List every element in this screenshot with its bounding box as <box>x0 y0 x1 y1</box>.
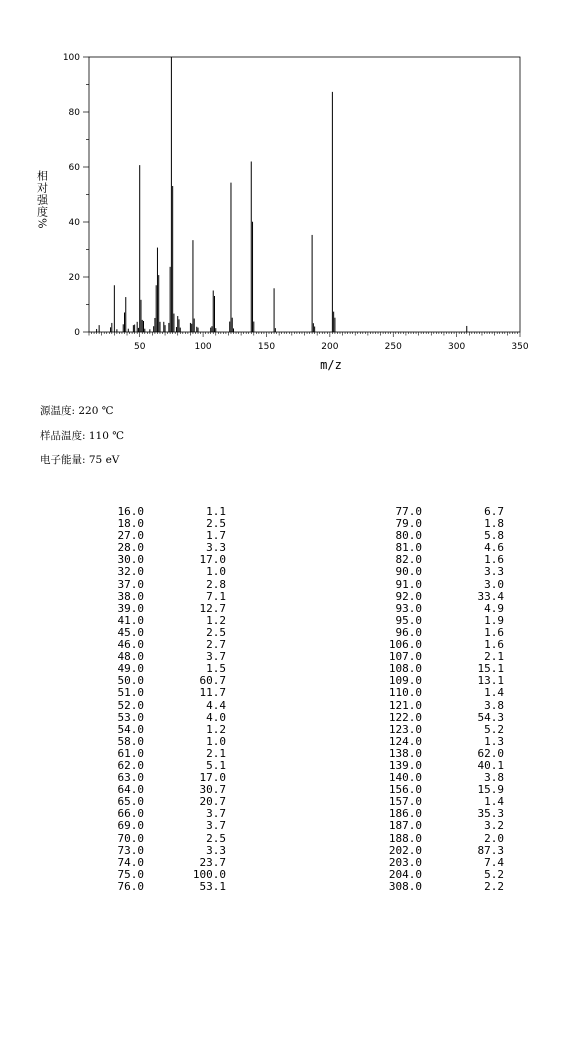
mz-cell: 122.0 <box>388 710 422 724</box>
mz-cell: 91.0 <box>395 577 422 591</box>
peak-row <box>88 700 226 712</box>
mz-cell: 123.0 <box>388 722 422 736</box>
mz-cell: 139.0 <box>388 758 422 772</box>
mz-cell: 107.0 <box>388 650 422 664</box>
abundance-cell: 20.7 <box>199 795 226 809</box>
abundance-cell: 1.6 <box>484 625 504 639</box>
abundance-cell: 53.1 <box>199 879 226 893</box>
mz-cell: 32.0 <box>117 565 144 579</box>
abundance-cell: 3.3 <box>206 541 226 555</box>
mz-cell: 64.0 <box>117 783 144 797</box>
mz-cell: 138.0 <box>388 746 422 760</box>
electron-energy: 电子能量: 75 eV <box>40 454 120 466</box>
mz-cell: 53.0 <box>117 710 144 724</box>
mz-cell: 96.0 <box>395 625 422 639</box>
mz-cell: 124.0 <box>388 734 422 748</box>
mz-cell: 74.0 <box>117 855 144 869</box>
mz-cell: 63.0 <box>117 771 144 785</box>
abundance-cell: 11.7 <box>199 686 226 700</box>
abundance-cell: 1.0 <box>206 565 226 579</box>
abundance-cell: 2.1 <box>484 650 504 664</box>
mz-cell: 62.0 <box>117 758 144 772</box>
abundance-cell: 4.9 <box>484 601 504 615</box>
peak-row <box>366 833 504 845</box>
x-tick-label: 200 <box>321 342 339 352</box>
peak-row <box>88 591 226 603</box>
mz-cell: 48.0 <box>117 650 144 664</box>
mz-cell: 41.0 <box>117 613 144 627</box>
abundance-cell: 17.0 <box>199 553 226 567</box>
mz-cell: 140.0 <box>388 771 422 785</box>
abundance-cell: 5.2 <box>484 722 504 736</box>
abundance-cell: 3.0 <box>484 577 504 591</box>
abundance-cell: 3.3 <box>206 843 226 857</box>
mz-cell: 93.0 <box>395 601 422 615</box>
mz-cell: 186.0 <box>388 807 422 821</box>
peak-row <box>366 566 504 578</box>
x-tick-label: 50 <box>133 342 146 352</box>
abundance-cell: 2.0 <box>484 831 504 845</box>
abundance-cell: 1.3 <box>484 734 504 748</box>
peak-row <box>88 820 226 832</box>
abundance-cell: 1.4 <box>484 686 504 700</box>
mz-cell: 49.0 <box>117 662 144 676</box>
mz-cell: 69.0 <box>117 819 144 833</box>
abundance-cell: 1.6 <box>484 553 504 567</box>
abundance-cell: 3.3 <box>484 565 504 579</box>
abundance-cell: 1.0 <box>206 734 226 748</box>
mz-cell: 50.0 <box>117 674 144 688</box>
abundance-cell: 2.5 <box>206 517 226 531</box>
mz-cell: 18.0 <box>117 517 144 531</box>
abundance-cell: 87.3 <box>477 843 504 857</box>
mz-cell: 188.0 <box>388 831 422 845</box>
mz-cell: 203.0 <box>388 855 422 869</box>
peak-row <box>366 845 504 857</box>
mz-cell: 73.0 <box>117 843 144 857</box>
y-tick-label: 80 <box>68 108 80 118</box>
abundance-cell: 4.6 <box>484 541 504 555</box>
abundance-cell: 60.7 <box>199 674 226 688</box>
y-tick-label: 100 <box>62 53 80 63</box>
mz-cell: 16.0 <box>117 505 144 518</box>
abundance-cell: 3.8 <box>484 698 504 712</box>
peak-row <box>88 687 226 699</box>
peak-row <box>88 881 226 893</box>
abundance-cell: 2.2 <box>484 879 504 893</box>
y-axis-ticks <box>63 53 89 338</box>
peak-table-left <box>88 506 226 893</box>
abundance-cell: 6.7 <box>484 505 504 518</box>
abundance-cell: 1.5 <box>206 662 226 676</box>
mz-cell: 82.0 <box>395 553 422 567</box>
peak-row <box>88 845 226 857</box>
abundance-cell: 3.7 <box>206 819 226 833</box>
mz-cell: 65.0 <box>117 795 144 809</box>
sample-temperature: 样品温度: 110 ℃ <box>40 430 124 442</box>
mz-cell: 37.0 <box>117 577 144 591</box>
mz-cell: 66.0 <box>117 807 144 821</box>
mz-cell: 157.0 <box>388 795 422 809</box>
abundance-cell: 3.7 <box>206 650 226 664</box>
peak-row <box>366 881 504 893</box>
peak-row <box>366 579 504 591</box>
peak-row <box>88 833 226 845</box>
abundance-cell: 15.9 <box>477 783 504 797</box>
y-tick-label: 40 <box>68 218 80 228</box>
abundance-cell: 1.9 <box>484 613 504 627</box>
mz-cell: 61.0 <box>117 746 144 760</box>
peak-row <box>88 579 226 591</box>
abundance-cell: 5.1 <box>206 758 226 772</box>
abundance-cell: 7.1 <box>206 589 226 603</box>
abundance-cell: 2.8 <box>206 577 226 591</box>
peak-row <box>366 700 504 712</box>
mz-cell: 121.0 <box>388 698 422 712</box>
abundance-cell: 54.3 <box>477 710 504 724</box>
x-tick-label: 250 <box>384 342 402 352</box>
mz-cell: 77.0 <box>395 505 422 518</box>
abundance-cell: 1.6 <box>484 638 504 652</box>
mz-cell: 187.0 <box>388 819 422 833</box>
abundance-cell: 5.2 <box>484 867 504 881</box>
bars <box>97 57 467 332</box>
abundance-cell: 1.2 <box>206 722 226 736</box>
abundance-cell: 2.5 <box>206 831 226 845</box>
mz-cell: 30.0 <box>117 553 144 567</box>
mz-cell: 39.0 <box>117 601 144 615</box>
abundance-cell: 1.1 <box>206 505 226 518</box>
abundance-cell: 13.1 <box>477 674 504 688</box>
abundance-cell: 7.4 <box>484 855 504 869</box>
abundance-cell: 1.4 <box>484 795 504 809</box>
mz-cell: 76.0 <box>117 879 144 893</box>
abundance-cell: 2.5 <box>206 625 226 639</box>
abundance-cell: 30.7 <box>199 783 226 797</box>
abundance-cell: 62.0 <box>477 746 504 760</box>
abundance-cell: 3.7 <box>206 807 226 821</box>
mz-cell: 51.0 <box>117 686 144 700</box>
peak-row <box>88 566 226 578</box>
x-axis-label: m/z <box>320 358 342 372</box>
x-tick-label: 350 <box>511 342 529 352</box>
mz-cell: 109.0 <box>388 674 422 688</box>
abundance-cell: 33.4 <box>477 589 504 603</box>
mz-cell: 28.0 <box>117 541 144 555</box>
mz-cell: 90.0 <box>395 565 422 579</box>
abundance-cell: 2.1 <box>206 746 226 760</box>
mz-cell: 58.0 <box>117 734 144 748</box>
abundance-cell: 17.0 <box>199 771 226 785</box>
mz-cell: 75.0 <box>117 867 144 881</box>
mz-cell: 92.0 <box>395 589 422 603</box>
y-axis-label: 相对强度% <box>35 170 49 230</box>
peak-row <box>366 687 504 699</box>
y-tick-label: 60 <box>68 163 80 173</box>
plot-frame <box>89 57 520 332</box>
mass-spectrum-chart <box>0 0 570 380</box>
peak-row <box>366 820 504 832</box>
x-tick-label: 300 <box>448 342 466 352</box>
mz-cell: 54.0 <box>117 722 144 736</box>
peak-row <box>366 857 504 869</box>
y-tick-label: 20 <box>68 273 80 283</box>
peak-row <box>366 724 504 736</box>
abundance-cell: 1.8 <box>484 517 504 531</box>
mz-cell: 106.0 <box>388 638 422 652</box>
mz-cell: 46.0 <box>117 638 144 652</box>
peak-row <box>88 724 226 736</box>
mz-cell: 38.0 <box>117 589 144 603</box>
mz-cell: 52.0 <box>117 698 144 712</box>
mz-cell: 308.0 <box>388 879 422 893</box>
mz-cell: 156.0 <box>388 783 422 797</box>
abundance-cell: 1.7 <box>206 529 226 543</box>
peak-row <box>366 591 504 603</box>
abundance-cell: 1.2 <box>206 613 226 627</box>
abundance-cell: 4.4 <box>206 698 226 712</box>
source-temperature: 源温度: 220 ℃ <box>40 405 114 417</box>
abundance-cell: 15.1 <box>477 662 504 676</box>
x-tick-label: 150 <box>257 342 276 352</box>
y-tick-label: 0 <box>74 328 80 338</box>
mz-cell: 70.0 <box>117 831 144 845</box>
peak-table-right <box>366 506 504 893</box>
mz-cell: 108.0 <box>388 662 422 676</box>
mz-cell: 80.0 <box>395 529 422 543</box>
x-axis-ticks <box>89 332 529 352</box>
mz-cell: 204.0 <box>388 867 422 881</box>
abundance-cell: 3.2 <box>484 819 504 833</box>
mz-cell: 95.0 <box>395 613 422 627</box>
abundance-cell: 12.7 <box>199 601 226 615</box>
abundance-cell: 2.7 <box>206 638 226 652</box>
peak-row <box>366 712 504 724</box>
mz-cell: 202.0 <box>388 843 422 857</box>
mz-cell: 110.0 <box>388 686 422 700</box>
mz-cell: 45.0 <box>117 625 144 639</box>
abundance-cell: 3.8 <box>484 771 504 785</box>
abundance-cell: 4.0 <box>206 710 226 724</box>
abundance-cell: 35.3 <box>477 807 504 821</box>
abundance-cell: 40.1 <box>477 758 504 772</box>
abundance-cell: 5.8 <box>484 529 504 543</box>
peak-row <box>88 857 226 869</box>
x-tick-label: 100 <box>194 342 212 352</box>
mz-cell: 79.0 <box>395 517 422 531</box>
mz-cell: 27.0 <box>117 529 144 543</box>
abundance-cell: 100.0 <box>192 867 226 881</box>
mz-cell: 81.0 <box>395 541 422 555</box>
peak-row <box>88 712 226 724</box>
abundance-cell: 23.7 <box>199 855 226 869</box>
